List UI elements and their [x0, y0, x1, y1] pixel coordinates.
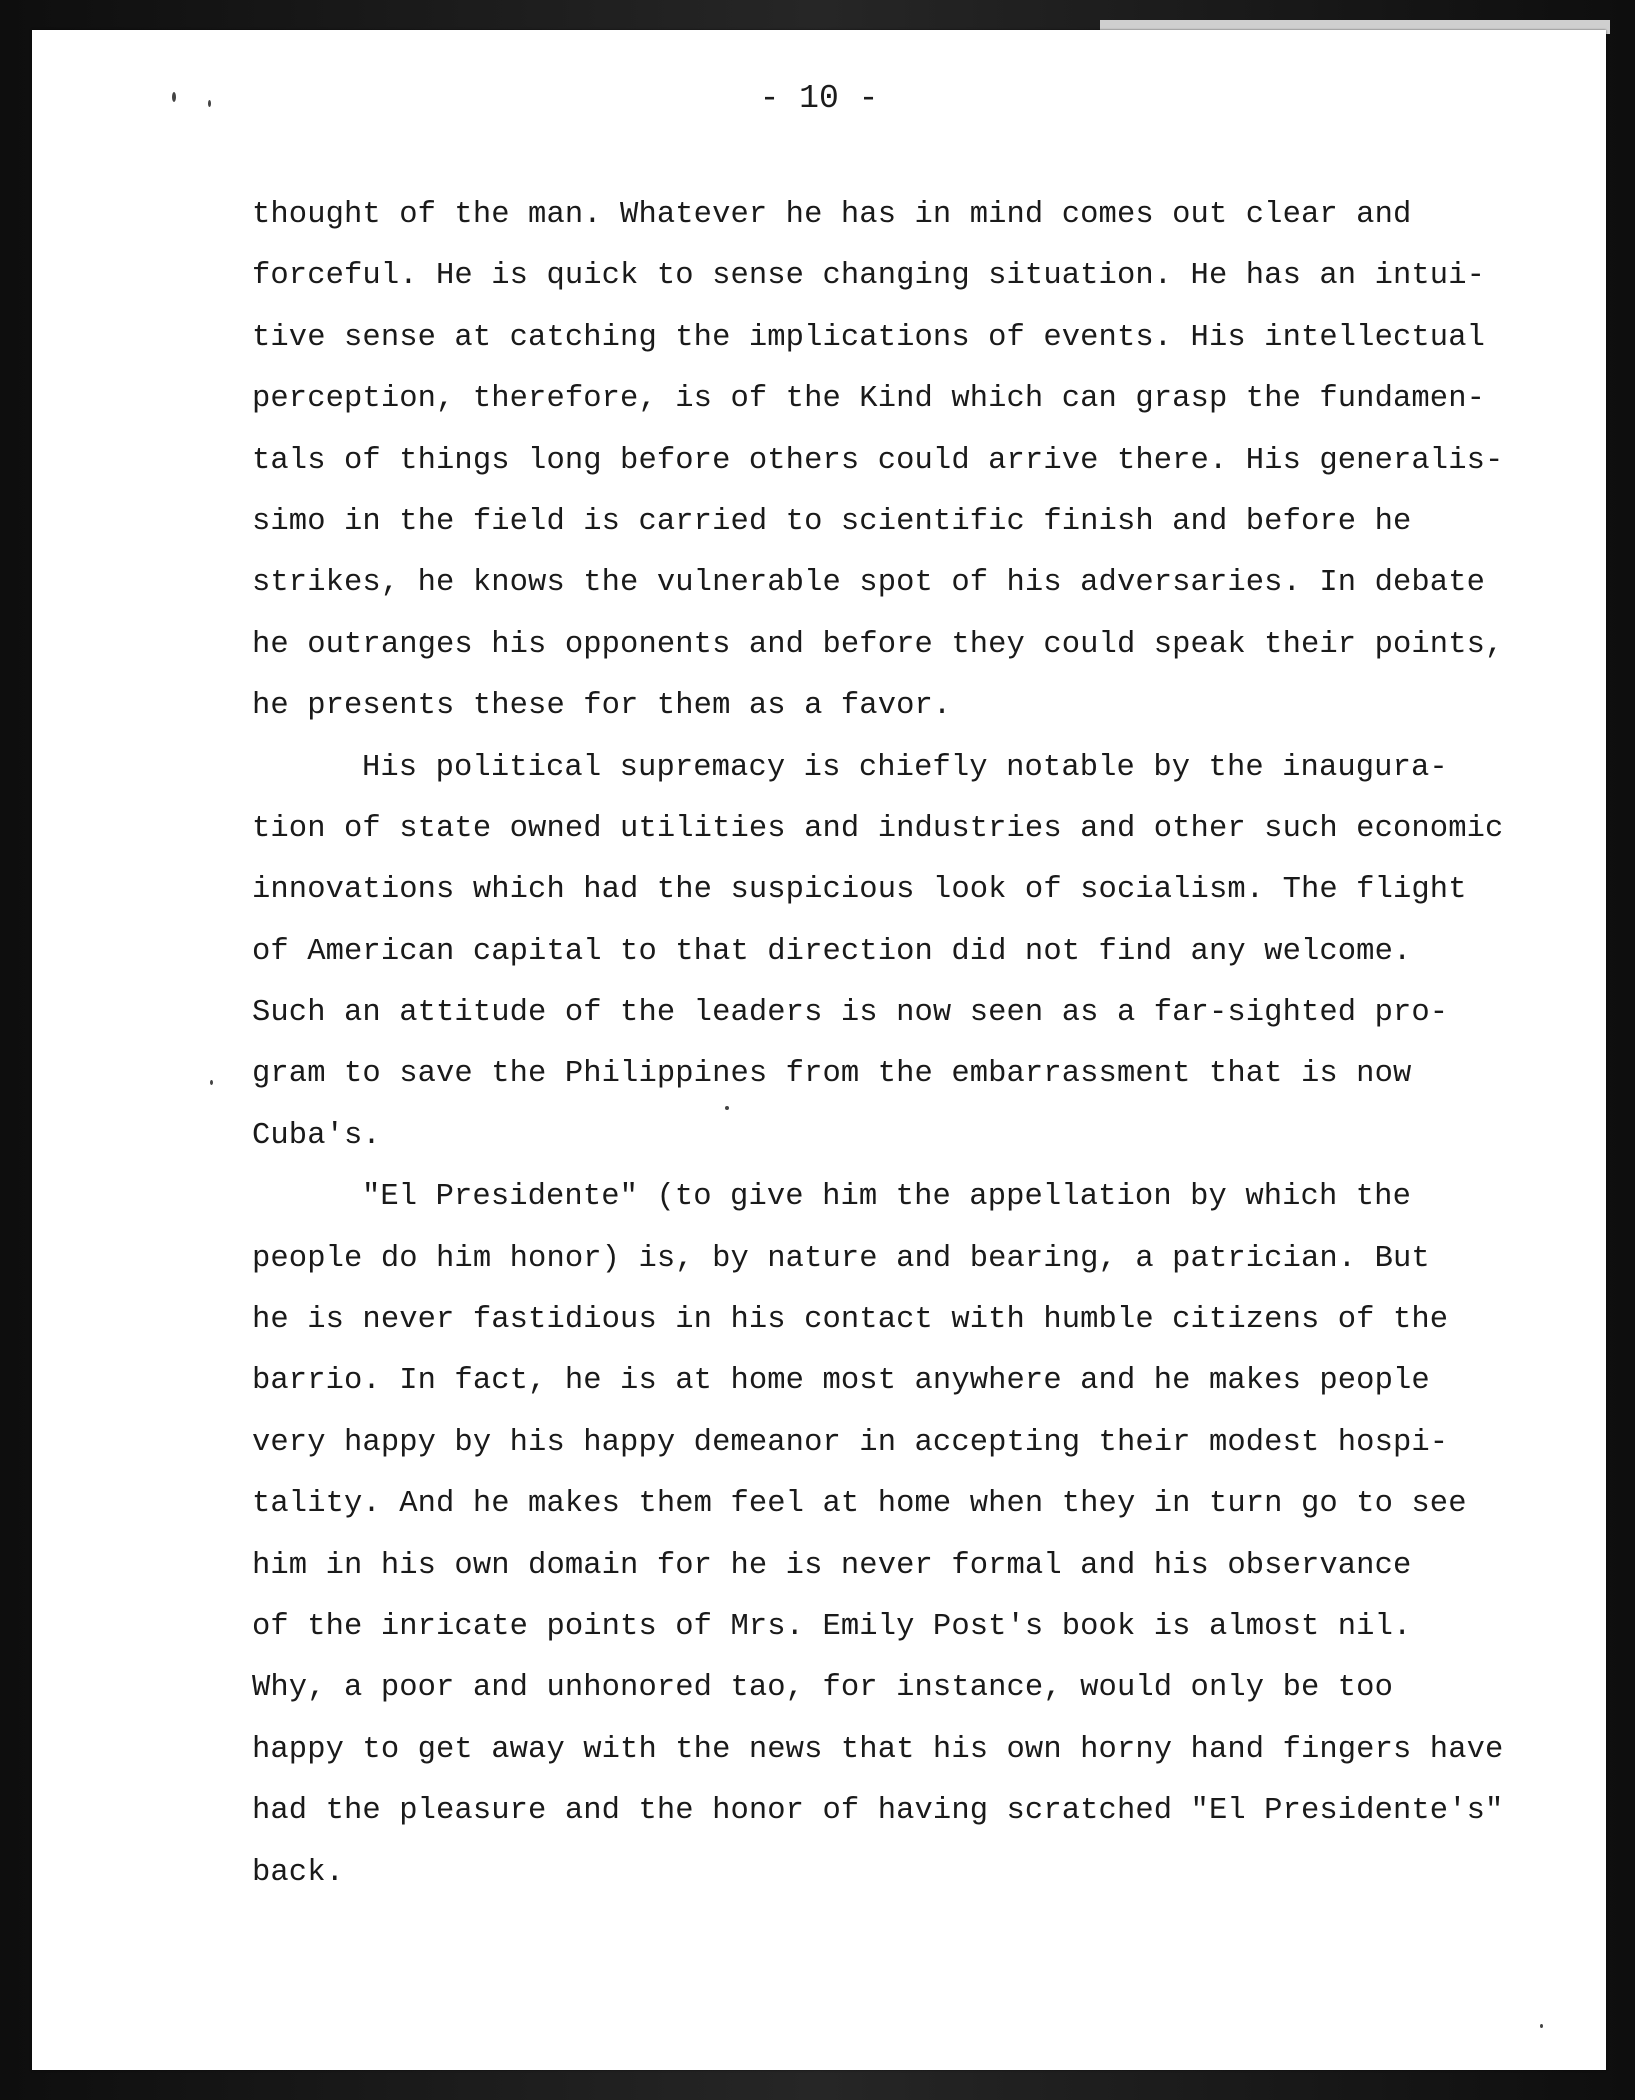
typewritten-page — [32, 30, 1606, 2070]
text-line: had the pleasure and the honor of having scratched "El Presidente's" — [252, 1794, 1504, 1829]
ink-speck — [1540, 2024, 1543, 2028]
paragraph — [252, 1167, 1572, 1904]
text-line: His political supremacy is chiefly notable by the inaugura- — [362, 750, 1448, 785]
text-line: Such an attitude of the leaders is now seen as a far-sighted pro- — [252, 996, 1449, 1031]
paragraph — [252, 185, 1572, 738]
text-line: people do him honor) is, by nature and bearing, a patrician. But — [252, 1241, 1430, 1276]
text-line: of American capital to that direction did not find any welcome. — [252, 934, 1412, 969]
text-line: simo in the field is carried to scientific finish and before he — [252, 504, 1412, 539]
text-line: tion of state owned utilities and industries and other such economic — [252, 811, 1504, 846]
paragraph — [252, 738, 1572, 1168]
text-line: of the inricate points of Mrs. Emily Post's book is almost nil. — [252, 1609, 1412, 1644]
text-line: he outranges his opponents and before they could speak their points, — [252, 627, 1504, 662]
text-line: Cuba's. — [252, 1118, 381, 1153]
text-line: barrio. In fact, he is at home most anywhere and he makes people — [252, 1364, 1430, 1399]
text-line: happy to get away with the news that his own horny hand fingers have — [252, 1732, 1504, 1767]
ink-speck — [172, 92, 176, 102]
text-line: he presents these for them as a favor. — [252, 689, 952, 724]
text-line: Why, a poor and unhonored tao, for instance, would only be too — [252, 1671, 1393, 1706]
text-line: thought of the man. Whatever he has in mind comes out clear and — [252, 198, 1412, 232]
text-line: "El Presidente" (to give him the appellation by which the — [362, 1180, 1411, 1215]
text-line: tality. And he makes them feel at home when they in turn go to see — [252, 1487, 1467, 1522]
text-line: gram to save the Philippines from the embarrassment that is now — [252, 1057, 1412, 1092]
text-line: strikes, he knows the vulnerable spot of his adversaries. In debate — [252, 566, 1485, 601]
text-line: back. — [252, 1855, 345, 1890]
text-line: him in his own domain for he is never formal and his observance — [252, 1548, 1412, 1583]
body-text — [252, 185, 1572, 1904]
text-line: perception, therefore, is of the Kind which can grasp the fundamen- — [252, 382, 1485, 417]
text-line: forceful. He is quick to sense changing situation. He has an intui- — [252, 259, 1485, 294]
ink-speck — [208, 100, 211, 107]
text-line: very happy by his happy demeanor in accepting their modest hospi- — [252, 1425, 1449, 1460]
text-line: tals of things long before others could arrive there. His generalis- — [252, 443, 1504, 478]
ink-speck — [210, 1080, 213, 1085]
text-line: tive sense at catching the implications of events. His intellectual — [252, 320, 1485, 355]
text-line: he is never fastidious in his contact with humble citizens of the — [252, 1303, 1449, 1338]
text-line: innovations which had the suspicious look of socialism. The flight — [252, 873, 1467, 908]
page-number: - 10 - — [759, 80, 879, 117]
